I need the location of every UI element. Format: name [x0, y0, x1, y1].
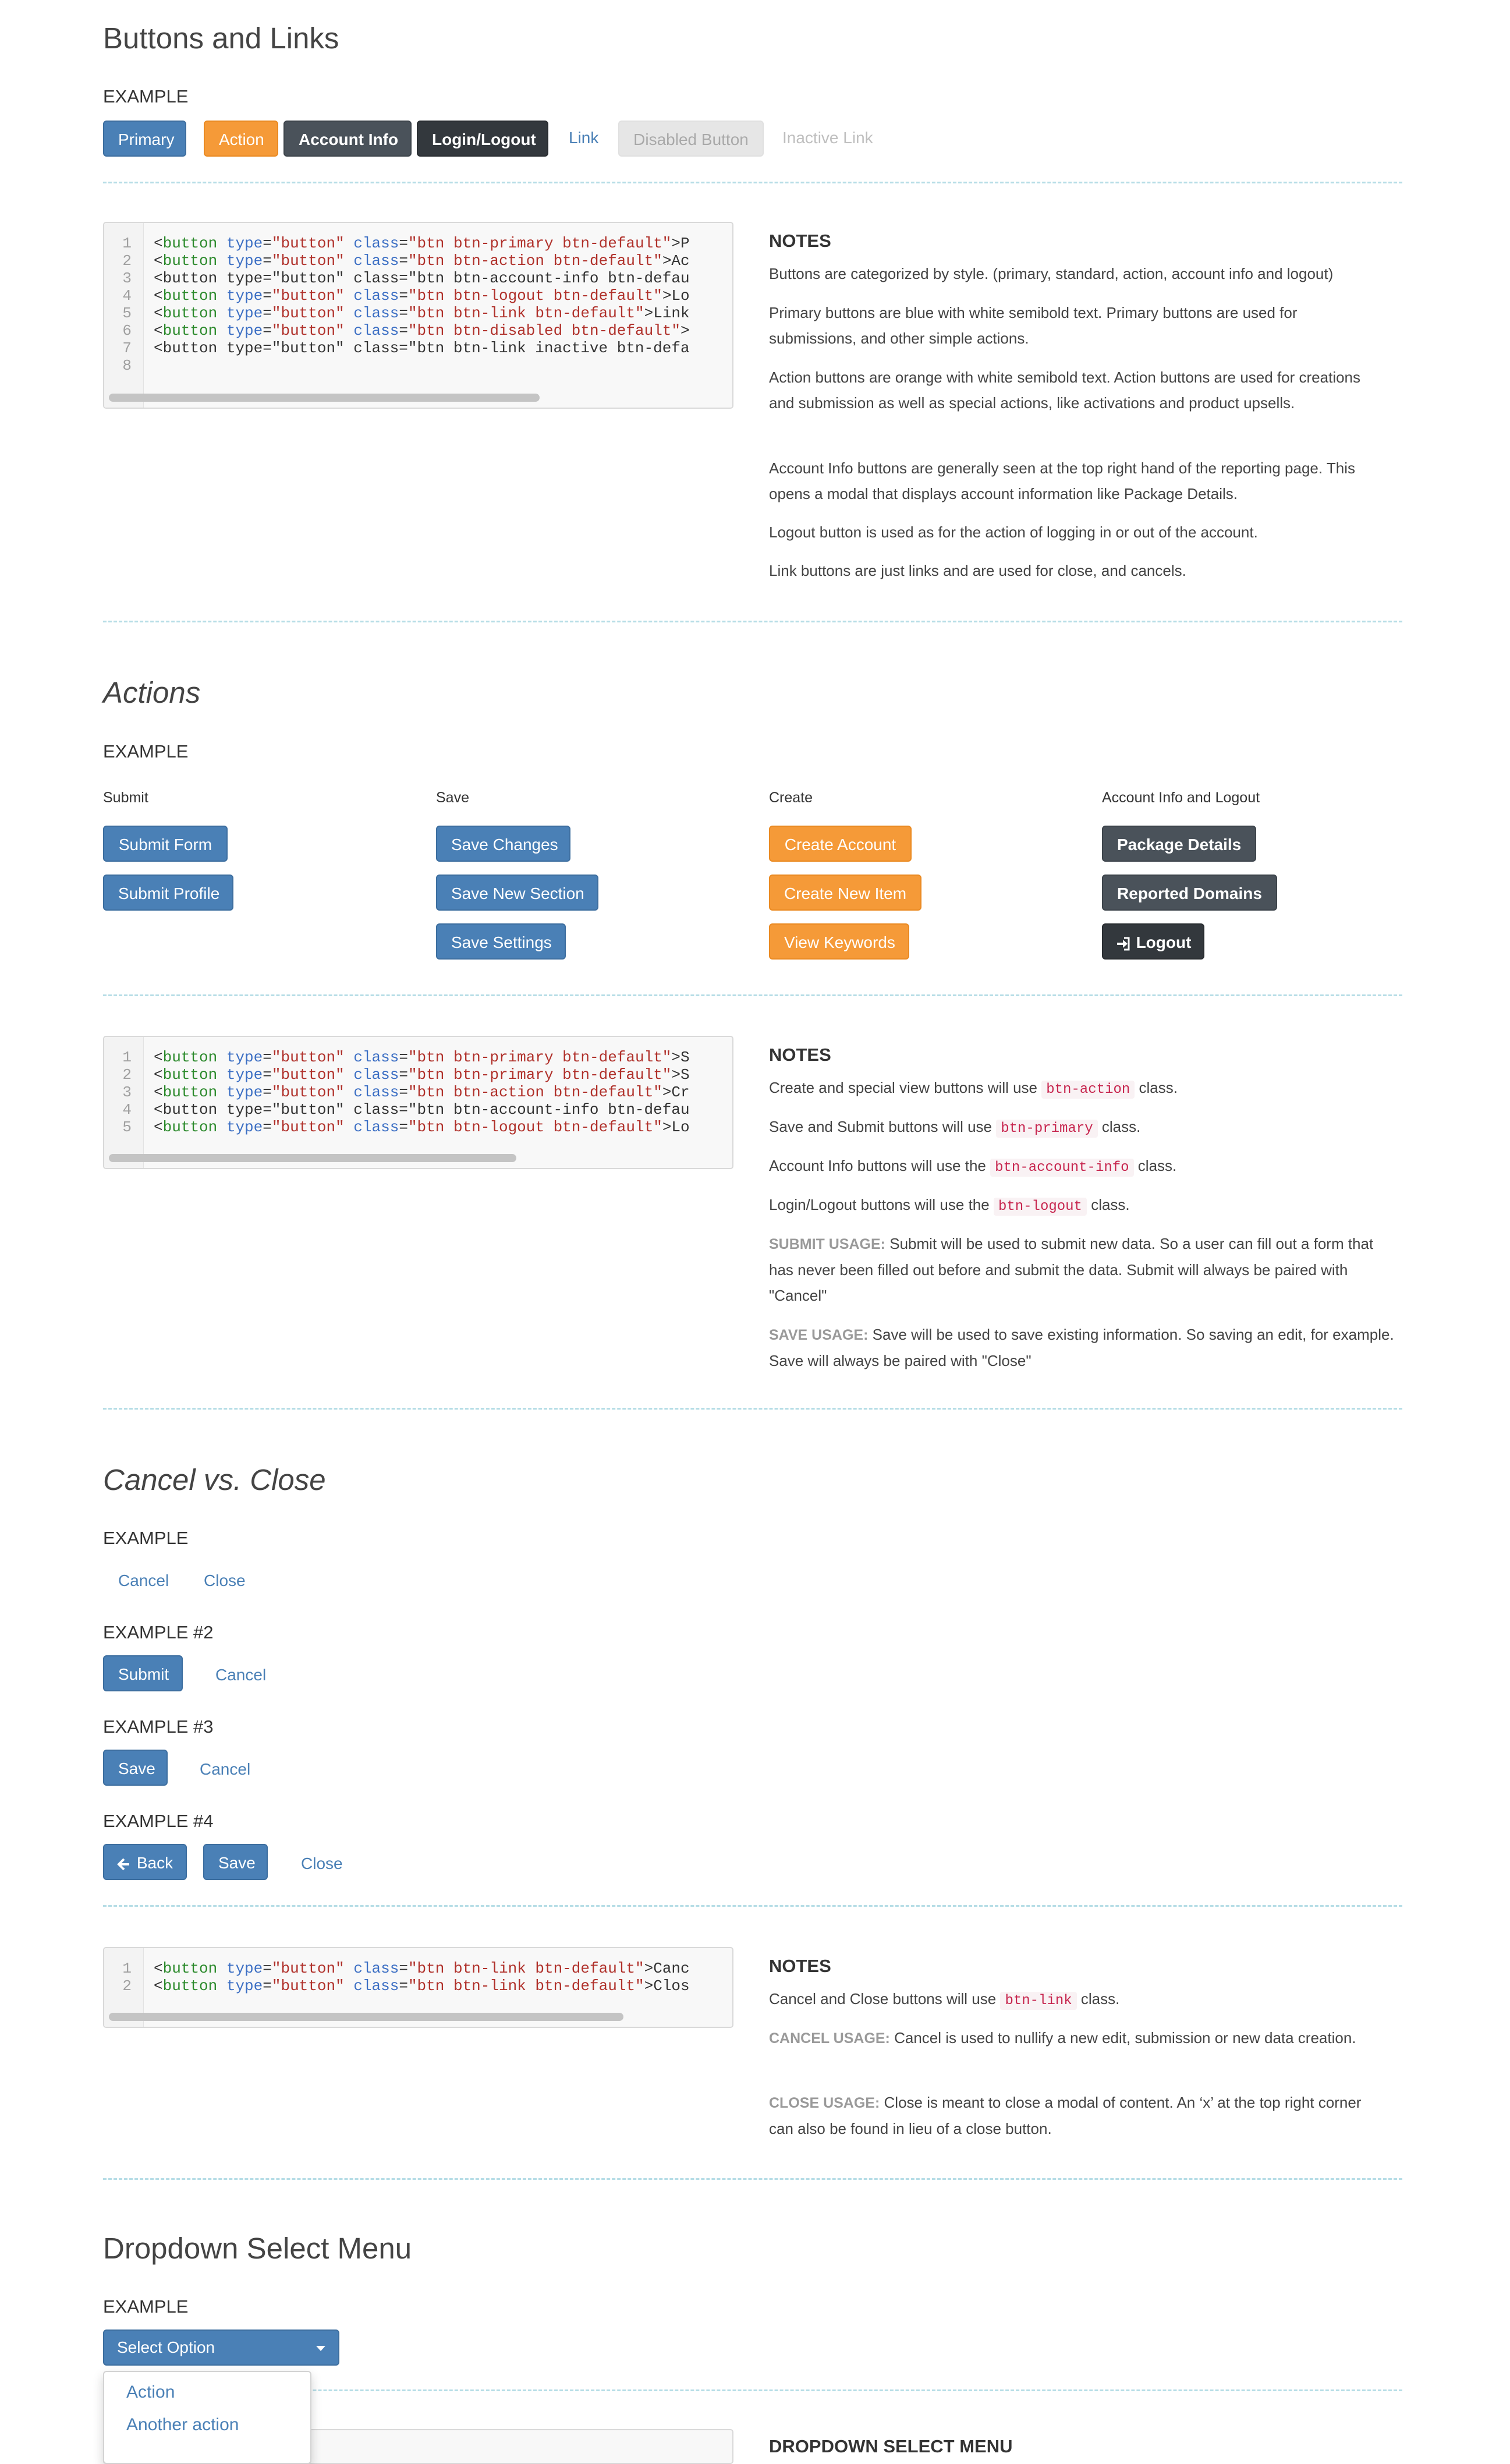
example-label: EXAMPLE [103, 2296, 189, 2317]
column-label-submit: Submit [103, 790, 148, 806]
code-text: <button type="button" class="btn btn-logout btn-default">Lo [154, 1118, 690, 1136]
code-chip: btn-primary [996, 1120, 1097, 1138]
code-lines [104, 235, 732, 374]
note-text: Account Info buttons will use the [769, 1157, 991, 1174]
code-chip: btn-account-info [990, 1159, 1133, 1177]
save-button[interactable]: Save [203, 1844, 268, 1880]
section-title-actions: Actions [103, 676, 201, 709]
code-chip: btn-link [1000, 1992, 1076, 2010]
code-text: <button type="button" class="btn btn-link inactive btn-defa [154, 339, 690, 357]
note-save-submit-class [769, 1114, 1409, 1142]
line-number: 1 [122, 1049, 132, 1066]
code-line [104, 322, 732, 339]
line-number: 5 [122, 1118, 132, 1136]
code-scrollbar[interactable] [109, 394, 728, 404]
save-changes-button[interactable]: Save Changes [436, 826, 570, 862]
scroll-thumb[interactable] [109, 394, 540, 402]
create-account-button[interactable]: Create Account [769, 826, 912, 862]
notes-title: NOTES [769, 1045, 831, 1065]
line-number: 7 [122, 339, 132, 357]
create-new-item-button[interactable]: Create New Item [769, 875, 921, 911]
note-account-info: Account Info buttons are generally seen at the top right hand of the reporting page. This opens a modal that displays account information like Package Details. [769, 459, 1355, 502]
section-divider [103, 621, 1402, 622]
code-text: <button type="button" class="btn btn-primary btn-default">P [154, 235, 690, 252]
example-3-label: EXAMPLE #3 [103, 1716, 214, 1737]
package-details-button[interactable]: Package Details [1102, 826, 1256, 862]
submit-profile-button[interactable]: Submit Profile [103, 875, 233, 911]
note-text: Close is meant to close a modal of content. An ‘x’ at the top right corner can also be found in lieu of a close button. [769, 2094, 1362, 2137]
code-scrollbar[interactable] [109, 2013, 728, 2023]
link-button[interactable]: Link [569, 129, 599, 147]
code-text: <button type="button" class="btn btn-link btn-default">Link [154, 305, 690, 322]
code-line [104, 357, 732, 374]
line-number: 1 [122, 1960, 132, 1977]
column-label-create: Create [769, 790, 813, 806]
note-link-class [769, 1986, 1409, 2014]
code-text: <button type="button" class="btn btn-primary btn-default">S [154, 1049, 690, 1066]
note-account-class [769, 1153, 1409, 1181]
note-create-class [769, 1075, 1409, 1103]
save-button[interactable]: Save [103, 1750, 168, 1786]
usage-tag: SAVE USAGE: [769, 1327, 869, 1343]
note-text: class. [1097, 1118, 1141, 1135]
code-text: <button type="button" class="btn btn-disabled btn-default"> [154, 322, 690, 339]
line-number: 8 [122, 357, 132, 374]
note-primary: Primary buttons are blue with white semibold text. Primary buttons are used for submissions, and other simple actions. [769, 304, 1298, 347]
section-title-cancel-close: Cancel vs. Close [103, 1463, 326, 1496]
line-number: 4 [122, 1101, 132, 1118]
code-text: <button type="button" class="btn btn-link btn-default">Clos [154, 1977, 690, 1995]
code-text: <button type="button" class="btn btn-primary btn-default">S [154, 1066, 690, 1084]
notes-title: NOTES [769, 231, 831, 251]
menu-item-action[interactable]: Action [126, 2382, 175, 2402]
code-text: <button type="button" class="btn btn-link btn-default">Canc [154, 1960, 690, 1977]
note-login-class [769, 1192, 1409, 1220]
section-divider [103, 1905, 1402, 1907]
code-chip: btn-logout [994, 1198, 1087, 1216]
notes-title: NOTES [769, 1956, 831, 1976]
note-text: Submit will be used to submit new data. So a user can fill out a form that has never been filled out before and submit the data. Submit will always be paired with "Cancel" [769, 1235, 1374, 1304]
code-scrollbar[interactable] [109, 1154, 728, 1164]
example-label: EXAMPLE [103, 86, 189, 107]
close-link[interactable]: Close [204, 1571, 246, 1589]
example-label: EXAMPLE [103, 1528, 189, 1548]
note-text: class. [1135, 1079, 1178, 1096]
example-label: EXAMPLE [103, 741, 189, 762]
note-text: Save and Submit buttons will use [769, 1118, 997, 1135]
scroll-thumb[interactable] [109, 2013, 623, 2021]
cancel-link[interactable]: Cancel [118, 1571, 169, 1589]
notes-title-cut: DROPDOWN SELECT MENU [769, 2436, 1013, 2456]
save-new-section-button[interactable]: Save New Section [436, 875, 598, 911]
cancel-link[interactable]: Cancel [215, 1666, 267, 1684]
back-button[interactable] [103, 1844, 187, 1880]
note-text: class. [1086, 1196, 1130, 1213]
line-number: 5 [122, 305, 132, 322]
code-text: <button type="button" class="btn btn-account-info btn-defau [154, 270, 690, 287]
note-text: Cancel and Close buttons will use [769, 1990, 1001, 2008]
example-2-label: EXAMPLE #2 [103, 1622, 214, 1642]
code-line [104, 1960, 732, 1977]
code-text: <button type="button" class="btn btn-action btn-default">Cr [154, 1084, 690, 1101]
code-line [104, 1977, 732, 1995]
code-line [104, 1101, 732, 1118]
code-lines [104, 1049, 732, 1136]
caret-down-icon [316, 2346, 325, 2351]
scroll-thumb[interactable] [109, 1154, 516, 1162]
cancel-link[interactable]: Cancel [200, 1760, 251, 1778]
code-block [103, 1036, 733, 1169]
line-number: 3 [122, 1084, 132, 1101]
note-text: Cancel is used to nullify a new edit, submission or new data creation. [889, 2029, 1356, 2047]
submit-form-button[interactable]: Submit Form [103, 826, 228, 862]
example-4-label: EXAMPLE #4 [103, 1811, 214, 1831]
line-number: 2 [122, 1066, 132, 1084]
note-save-usage [769, 1322, 1398, 1373]
note-link: Link buttons are just links and are used for close, and cancels. [769, 562, 1186, 579]
section-divider [103, 994, 1402, 996]
code-block [103, 222, 733, 409]
view-keywords-button[interactable]: View Keywords [769, 923, 909, 960]
note-submit-usage [769, 1231, 1398, 1308]
account-info-button[interactable]: Account Info [283, 121, 412, 157]
code-line [104, 287, 732, 305]
code-line [104, 339, 732, 357]
code-line [104, 1118, 732, 1136]
note-text: Create and special view buttons will use [769, 1079, 1042, 1096]
note-logout: Logout button is used as for the action of logging in or out of the account. [769, 523, 1258, 541]
usage-tag: CLOSE USAGE: [769, 2095, 880, 2111]
primary-button[interactable]: Primary [103, 121, 186, 157]
note-close-usage [769, 2090, 1386, 2141]
code-text: <button type="button" class="btn btn-account-info btn-defau [154, 1101, 690, 1118]
login-logout-button[interactable]: Login/Logout [417, 121, 548, 157]
code-text: <button type="button" class="btn btn-action btn-default">Ac [154, 252, 690, 270]
code-line [104, 235, 732, 252]
inactive-link: Inactive Link [782, 129, 873, 147]
logout-button-label: Logout [1136, 933, 1192, 951]
usage-tag: CANCEL USAGE: [769, 2030, 890, 2047]
section-divider [103, 1408, 1402, 1410]
note-action: Action buttons are orange with white semibold text. Action buttons are used for creations and submission as well as special actions, like activations and product upsells. [769, 369, 1361, 412]
submit-button[interactable]: Submit [103, 1655, 183, 1691]
select-value: Select Option [117, 2338, 215, 2356]
column-label-account: Account Info and Logout [1102, 790, 1260, 806]
column-label-save: Save [436, 790, 469, 806]
code-text: <button type="button" class="btn btn-logout btn-default">Lo [154, 287, 690, 305]
note-text: Login/Logout buttons will use the [769, 1196, 994, 1213]
close-link[interactable]: Close [301, 1854, 343, 1872]
save-settings-button[interactable]: Save Settings [436, 923, 566, 960]
dropdown-menu [103, 2371, 311, 2464]
line-number: 2 [122, 1977, 132, 1995]
select-option-dropdown[interactable] [103, 2330, 339, 2366]
line-number: 4 [122, 287, 132, 305]
note-text: class. [1076, 1990, 1120, 2008]
code-line [104, 1049, 732, 1066]
note-text: Save will be used to save existing information. So saving an edit, for example. Save will always be paired with "Close" [769, 1326, 1394, 1369]
usage-tag: SUBMIT USAGE: [769, 1236, 885, 1252]
code-chip: btn-action [1041, 1081, 1135, 1099]
line-number: 3 [122, 270, 132, 287]
reported-domains-button[interactable]: Reported Domains [1102, 875, 1277, 911]
line-number: 2 [122, 252, 132, 270]
line-number: 1 [122, 235, 132, 252]
code-lines [104, 1960, 732, 1995]
sign-in-icon [1115, 936, 1130, 951]
code-line [104, 1066, 732, 1084]
logout-button[interactable] [1102, 923, 1204, 960]
section-title-buttons-links: Buttons and Links [103, 22, 339, 55]
note-text: class. [1133, 1157, 1177, 1174]
action-button[interactable]: Action [204, 121, 278, 157]
code-line [104, 252, 732, 270]
note-categories: Buttons are categorized by style. (primary, standard, action, account info and logout) [769, 265, 1334, 282]
section-title-dropdown: Dropdown Select Menu [103, 2232, 412, 2265]
code-line [104, 305, 732, 322]
line-number: 6 [122, 322, 132, 339]
code-line [104, 270, 732, 287]
section-divider [103, 182, 1402, 183]
code-line [104, 1084, 732, 1101]
arrow-left-icon [117, 1857, 131, 1871]
section-divider [103, 2178, 1402, 2180]
code-block [103, 1947, 733, 2028]
note-cancel-usage [769, 2025, 1386, 2051]
menu-item-another-action[interactable]: Another action [126, 2415, 239, 2434]
disabled-button: Disabled Button [618, 121, 764, 157]
back-button-label: Back [136, 1854, 173, 1872]
